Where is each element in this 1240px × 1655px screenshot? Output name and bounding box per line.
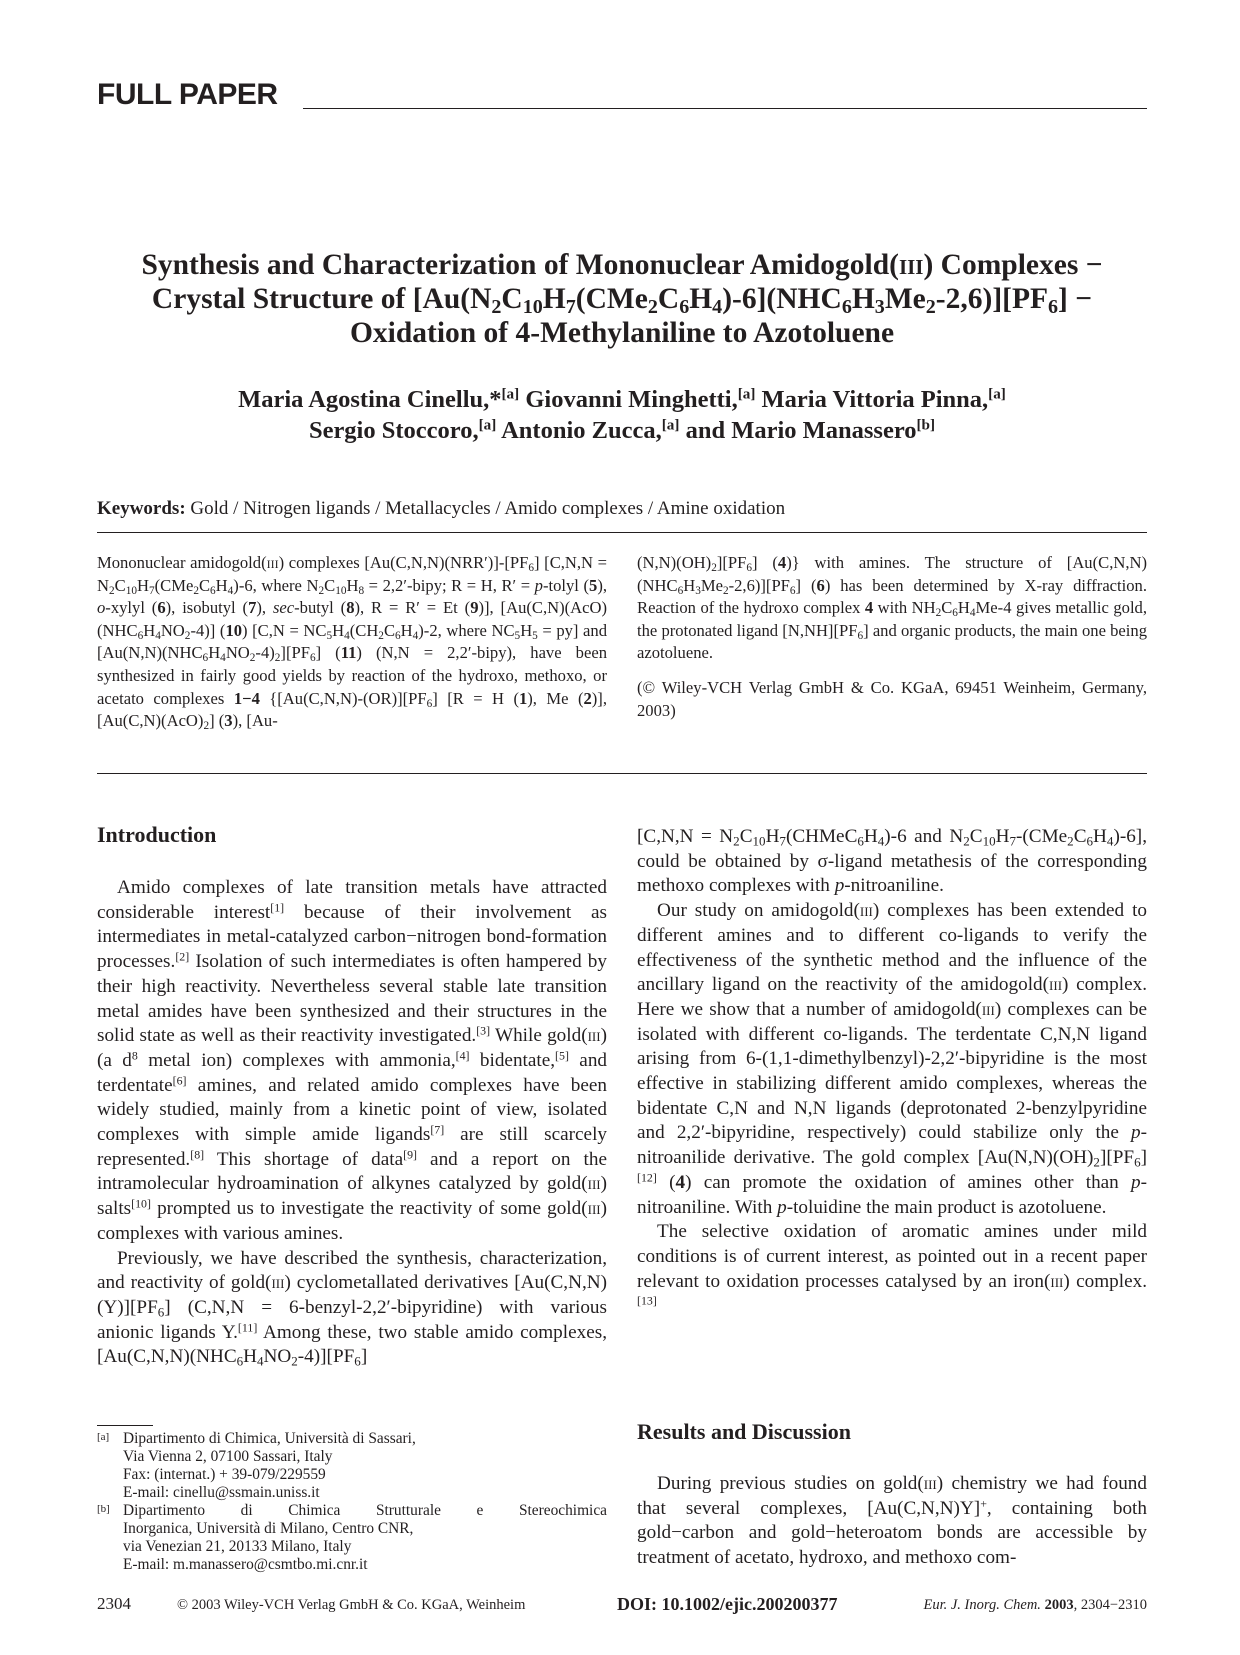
paper-title: [97, 248, 1147, 350]
section-label: FULL PAPER: [97, 78, 278, 111]
page-number: 2304: [97, 1594, 131, 1613]
footnote-b-line: via Venezian 21, 20133 Milano, Italy: [123, 1538, 352, 1555]
results-column: [637, 1472, 1147, 1571]
keywords-label: Keywords:: [97, 498, 186, 519]
abstract-left: [97, 552, 607, 733]
footnote-a-line: Via Vienna 2, 07100 Sassari, Italy: [123, 1448, 333, 1465]
footnote-b: [97, 1502, 607, 1574]
footnote-b-email[interactable]: E-mail: m.manassero@csmtbo.mi.cnr.it: [123, 1556, 368, 1573]
abstract-right: [637, 552, 1147, 722]
keywords: [97, 496, 1147, 522]
page-footer: [97, 1594, 1147, 1618]
keywords-rule: [97, 532, 1147, 533]
results-paragraph-1: During previous studies on gold(iii) chemistry we had found that several complexes, [Au(C,N,N)Y]+, containing both gold−carbon and gold−heteroatom bonds are accessible by treatment of acetato, hydroxo, and methoxo com-: [637, 1473, 1147, 1569]
footer-doi[interactable]: DOI: 10.1002/ejic.200200377: [617, 1594, 838, 1614]
title-line-1: Synthesis and Characterization of Mononuclear Amidogold(iii) Complexes −: [141, 249, 1103, 281]
abstract-left-text: Mononuclear amidogold(iii) complexes $[Au(C,N,N)(NRR')]-[PF_6] [C,N,N = N_2C_{10}H_7(CMe_2C_6H_4)-6$, where $N_2C_{10}H_8$ = 2,2′-bipy; R = H, R′ = p-tolyl (5), o-xylyl (6), isobutyl (7), sec-butyl (8), R = R′ = Et (9)], $[Au(C,N)(AcO)(NHC_6H_4NO_2-4)]$ (10) [$C,N = NC_5H_4(CH_2C_6H_4)-2$, where $NC_5H_5 = py$] and $[Au(N,N)(NHC_6H_4NO_2-4)_2][PF_6]$ (11) (N,N = 2,2′-bipy), have been synthesized in fairly good yields by reaction of the hydroxo, methoxo, or acetato complexes 1−4 {$[Au(C,N,N)-(OR)][PF_6] [R = H$ (1), Me (2)], $[Au(C,N)(AcO)_2]$ (3), [Au-: [97, 553, 608, 732]
footnote-a-line: Dipartimento di Chimica, Università di Sassari,: [123, 1430, 416, 1447]
abstract-rule: [97, 773, 1147, 774]
section-heading-results: Results and Discussion: [637, 1419, 851, 1444]
footer-journal: Eur. J. Inorg. Chem. 2003, 2304−2310: [923, 1597, 1147, 1613]
footnote-b-line: Dipartimento di Chimica Strutturale e Stereochimica: [123, 1502, 607, 1519]
title-line-3: Oxidation of 4-Methylaniline to Azotoluene: [349, 317, 895, 349]
intro-paragraph-4: The selective oxidation of aromatic amines under mild conditions is of current interest, as pointed out in a recent paper relevant to oxidation processes catalysed by an iron(iii) complex.[13]: [637, 1221, 1147, 1308]
footnote-a-email[interactable]: E-mail: cinellu@ssmain.uniss.it: [123, 1484, 320, 1501]
affiliation-footnotes: [97, 1425, 607, 1574]
title-line-2: Crystal Structure of $[Au(N_2C_{10}H_7(CMe_2C_6H_4)-6](NHC_6H_3Me_2-2,6)][PF_6]$ −: [151, 283, 1093, 318]
footer-copyright: © 2003 Wiley-VCH Verlag GmbH & Co. KGaA, Weinheim: [177, 1597, 526, 1613]
authors-line-1: Maria Agostina Cinellu,*[a] Giovanni Minghetti,[a] Maria Vittoria Pinna,[a]: [238, 385, 1006, 413]
footnote-b-line: Inorganica, Università di Milano, Centro CNR,: [123, 1520, 414, 1537]
keywords-text: Gold / Nitrogen ligands / Metallacycles / Amido complexes / Amine oxidation: [190, 498, 786, 519]
footnote-a: [97, 1430, 607, 1502]
left-column: [97, 876, 607, 1370]
intro-paragraph-3: Our study on amidogold(iii) complexes has been extended to different amines and to different co-ligands to verify the effectiveness of the synthetic method and the influence of the ancillary ligand on the reactivity of the amidogold(iii) complex. Here we show that a number of amidogold(iii) complexes can be isolated with different co-ligands. The terdentate C,N,N ligand arising from 6-(1,1-dimethylbenzyl)-2,2′-bipyridine is the most effective in stabilizing different amido complexes, whereas the bidentate C,N and N,N ligands (deprotonated 2-benzylpyridine and 2,2′-bipyridine, respectively) could stabilize only the p-nitroanilide derivative. The gold complex $[Au(N,N)(OH)_2][PF_6][12]$ (4) can promote the oxidation of amines other than p-nitroaniline. With p-toluidine the main product is azotoluene.: [637, 900, 1148, 1218]
author-list: [97, 384, 1147, 446]
footnote-rule: [97, 1425, 153, 1426]
intro-paragraph-2-continued: [$C,N,N = N_2C_{10}H_7(CHMeC_6H_4)-6$ and $N_2C_{10}H_7-(CMe_2C_6H_4)-6$], could be obtained by σ-ligand metathesis of the corresponding methoxo complexes with p-nitroaniline.: [637, 826, 1147, 897]
footnote-a-line: Fax: (internat.) + 39-079/229559: [123, 1466, 326, 1483]
header-rule: [303, 108, 1147, 109]
authors-line-2: Sergio Stoccoro,[a] Antonio Zucca,[a] and Mario Manassero[b]: [308, 416, 936, 444]
right-column: [637, 825, 1147, 1319]
intro-paragraph-2: Previously, we have described the synthesis, characterization, and reactivity of gold(iii) cyclometallated derivatives $[Au(C,N,N)(Y)][PF_6] (C,N,N$ = 6-benzyl-2,2′-bipyridine) with various anionic ligands Y.[11] Among these, two stable amido complexes, $[Au(C,N,N)(NHC_6H_4NO_2-4)][PF_6]$: [97, 1247, 607, 1369]
footnote-a-mark: [a]: [97, 1431, 110, 1443]
section-heading-introduction: Introduction: [97, 822, 217, 847]
abstract-copyright: (© Wiley-VCH Verlag GmbH & Co. KGaA, 69451 Weinheim, Germany, 2003): [637, 677, 1147, 720]
footnote-b-mark: [b]: [97, 1503, 110, 1515]
intro-paragraph-1: Amido complexes of late transition metals have attracted considerable interest[1] because of their involvement as intermediates in metal-catalyzed carbon−nitrogen bond-formation processes.[2] Isolation of such intermediates is often hampered by their high reactivity. Nevertheless several stable late transition metal amides have been synthesized and their structures in the solid state as well as their reactivity investigated.[3] While gold(iii) (a $d^8$ metal ion) complexes with ammonia,[4] bidentate,[5] and terdentate[6] amines, and related amido complexes have been widely studied, mainly from a kinetic point of view, isolated complexes with simple amide ligands[7] are still scarcely represented.[8] This shortage of data[9] and a report on the intramolecular hydroamination of alkynes catalyzed by gold(iii) salts[10] prompted us to investigate the reactivity of some gold(iii) complexes with various amines.: [97, 877, 608, 1244]
abstract-right-text: $(N,N)(OH)_2][PF_6]$ (4)} with amines. The structure of $[Au(C,N,N)(NHC_6H_3Me_2-2,6)][PF_6]$ (6) has been determined by X-ray diffraction. Reaction of the hydroxo complex 4 with $NH_2C_6H_4Me-4$ gives metallic gold, the protonated ligand $[N,NH][PF_6]$ and organic products, the main one being azotoluene.: [637, 553, 1148, 663]
running-header: [97, 78, 1147, 112]
